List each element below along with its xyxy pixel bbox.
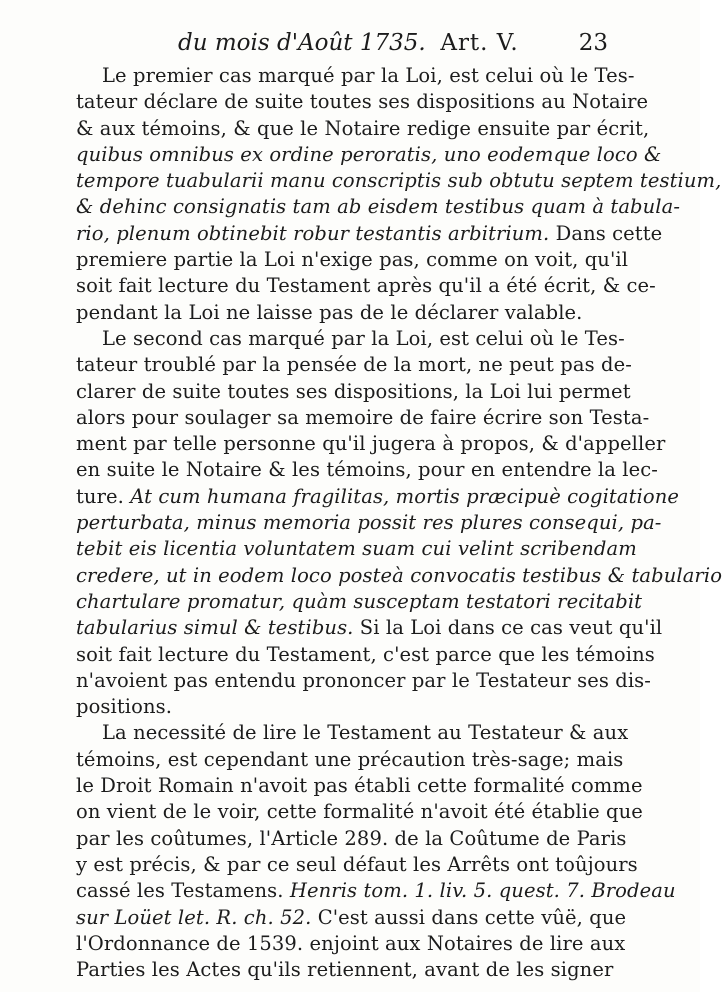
text-line	[76, 773, 643, 799]
text-line	[76, 326, 625, 352]
latin-quotation: Henris tom. 1. liv. 5. quest. 7. Brodeau	[289, 879, 676, 903]
text-segment: clarer de suite toutes ses dispositions, la Loi lui permet	[76, 379, 631, 403]
text-line	[76, 379, 631, 405]
text-segment: alors pour soulager sa memoire de faire écrire son Testa-	[76, 405, 650, 429]
text-segment: Parties les Actes qu'ils retiennent, avant de les signer	[76, 958, 614, 982]
latin-quotation: chartulare promatur, quàm susceptam testatori recitabit	[76, 589, 643, 613]
text-segment: cassé les Testamens.	[76, 879, 290, 903]
text-segment: ment par telle personne qu'il jugera à propos, & d'appeller	[76, 432, 666, 456]
text-line	[76, 563, 722, 589]
text-line	[76, 273, 656, 299]
body-text	[76, 63, 722, 983]
text-line	[76, 799, 643, 825]
latin-quotation: At cum humana fragilitas, mortis præcipuè cogitatione	[130, 484, 680, 508]
text-segment: on vient de le voir, cette formalité n'avoit été établie que	[76, 800, 643, 824]
latin-quotation: rio, plenum obtinebit robur testantis arbitrium.	[76, 221, 550, 245]
text-segment: soit fait lecture du Testament, c'est parce que les témoins	[76, 642, 655, 666]
latin-quotation: tempore tuabularii manu conscriptis sub obtutu septem testium,	[76, 169, 722, 193]
text-line	[76, 668, 651, 694]
text-segment: C'est aussi dans cette vûë, que	[311, 905, 627, 929]
latin-quotation: sur Loüet let. R. ch. 52.	[76, 905, 312, 929]
paragraph	[76, 720, 676, 983]
text-segment: & aux témoins, & que le Notaire redige ensuite par écrit,	[76, 116, 650, 140]
text-line	[76, 720, 629, 746]
text-segment: par les coûtumes, l'Article 289. de la Coûtume de Paris	[76, 826, 627, 850]
text-line	[76, 142, 662, 168]
text-line	[76, 510, 662, 536]
text-segment: l'Ordonnance de 1539. enjoint aux Notaires de lire aux	[76, 931, 626, 955]
running-head-article: Art. V.	[440, 30, 519, 56]
latin-quotation: & dehinc consignatis tam ab eisdem testibus quam à tabula-	[76, 195, 681, 219]
text-line	[76, 642, 655, 668]
text-line	[76, 905, 627, 931]
paragraph	[76, 63, 722, 326]
text-segment: pendant la Loi ne laisse pas de le déclarer valable.	[76, 300, 583, 324]
text-line	[76, 300, 608, 326]
text-line	[76, 221, 663, 247]
text-segment: soit fait lecture du Testament après qu'il a été écrit, & ce-	[76, 274, 656, 298]
latin-quotation: tebit eis licentia voluntatem suam cui velint scribendam	[76, 537, 637, 561]
text-line	[76, 168, 722, 194]
text-line	[76, 194, 681, 220]
latin-quotation: perturbata, minus memoria possit res plures consequi, pa-	[76, 511, 662, 535]
text-segment: Dans cette	[549, 221, 663, 245]
text-line	[76, 352, 632, 378]
text-segment: ture.	[76, 484, 131, 508]
text-line	[76, 89, 649, 115]
text-line	[76, 826, 627, 852]
text-segment: Le second cas marqué par la Loi, est celui où le Tes-	[102, 326, 625, 350]
text-line	[76, 247, 629, 273]
text-segment: premiere partie la Loi n'exige pas, comme on voit, qu'il	[76, 248, 629, 272]
text-line	[76, 63, 635, 89]
page-number: 23	[578, 30, 608, 56]
text-segment: en suite le Notaire & les témoins, pour en entendre la lec-	[76, 458, 658, 482]
text-line	[76, 931, 626, 957]
text-segment: positions.	[76, 695, 173, 719]
text-line	[76, 405, 650, 431]
text-line	[76, 615, 663, 641]
latin-quotation: credere, ut in eodem loco posteà convocatis testibus & tabulario	[76, 563, 722, 587]
text-segment: témoins, est cependant une précaution très-sage; mais	[76, 747, 624, 771]
running-head-date: du mois d'Août 1735.	[178, 30, 426, 56]
latin-quotation: quibus omnibus ex ordine peroratis, uno eodemque loco &	[76, 142, 662, 166]
text-segment: tateur troublé par la pensée de la mort, ne peut pas de-	[76, 353, 632, 377]
text-segment: y est précis, & par ce seul défaut les Arrêts ont toûjours	[76, 852, 638, 876]
text-line	[76, 457, 658, 483]
text-segment: Le premier cas marqué par la Loi, est celui où le Tes-	[102, 64, 635, 87]
text-line	[76, 852, 638, 878]
text-line	[76, 536, 637, 562]
paragraph	[76, 326, 722, 720]
text-line	[76, 589, 643, 615]
text-segment: le Droit Romain n'avoit pas établi cette formalité comme	[76, 774, 643, 798]
text-segment: La necessité de lire le Testament au Testateur & aux	[102, 721, 629, 745]
latin-quotation: tabularius simul & testibus.	[76, 616, 354, 640]
text-line	[76, 878, 676, 904]
text-line	[76, 484, 680, 510]
running-head	[178, 26, 519, 60]
text-segment: n'avoient pas entendu prononcer par le Testateur ses dis-	[76, 668, 651, 692]
text-line	[76, 431, 666, 457]
text-line	[76, 747, 624, 773]
page-header	[98, 26, 608, 60]
text-line	[76, 694, 608, 720]
text-segment: Si la Loi dans ce cas veut qu'il	[353, 616, 663, 640]
text-segment: tateur déclare de suite toutes ses dispositions au Notaire	[76, 90, 649, 114]
text-line	[76, 957, 614, 983]
text-line	[76, 116, 650, 142]
